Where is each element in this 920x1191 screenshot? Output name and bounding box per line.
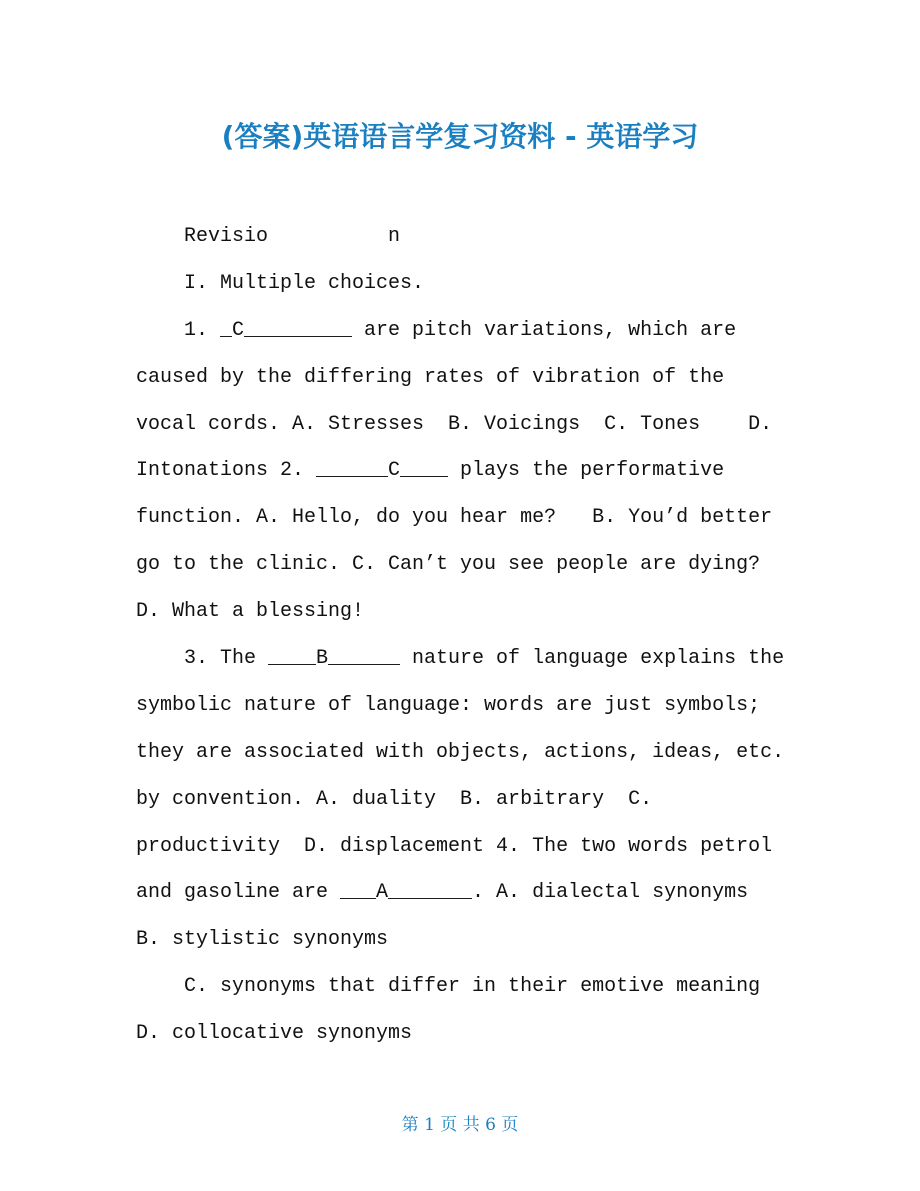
question-1-line: caused by the differing rates of vibration of the [136, 365, 725, 389]
question-3-line: symbolic nature of language: words are just symbols; [136, 693, 761, 717]
page-number-footer: 第 1 页 共 6 页 [401, 1115, 519, 1135]
question-4-options: B. stylistic synonyms [136, 928, 389, 952]
document-body [136, 214, 796, 1058]
question-1-options: vocal cords. A. Stresses B. Voicings C. Tones D. [136, 412, 773, 436]
question-2-line: Intonations 2. ______C____ plays the performative [136, 459, 725, 483]
question-1-line: 1. _C_________ are pitch variations, which are [136, 318, 737, 342]
question-2-options: go to the clinic. C. Can’t you see people are dying? [136, 553, 761, 577]
section-heading-multiple-choices: I. Multiple choices. [136, 271, 425, 295]
question-4-options: C. synonyms that differ in their emotive meaning [136, 975, 761, 999]
question-4-options: and gasoline are ___A_______. A. dialectal synonyms [136, 881, 749, 905]
question-3-line: they are associated with objects, actions, ideas, etc. [136, 740, 785, 764]
question-2-options: function. A. Hello, do you hear me? B. You’d better [136, 506, 773, 530]
question-4-line: productivity D. displacement 4. The two words petrol [136, 834, 773, 858]
question-2-options: D. What a blessing! [136, 600, 365, 624]
document-title: (答案)英语语言学复习资料 - 英语学习 [221, 120, 699, 153]
question-4-options: D. collocative synonyms [136, 1022, 413, 1046]
question-3-options: by convention. A. duality B. arbitrary C. [136, 787, 653, 811]
question-3-line: 3. The ____B______ nature of language explains the [136, 647, 785, 671]
body-line-revision: Revisio n [136, 225, 401, 248]
